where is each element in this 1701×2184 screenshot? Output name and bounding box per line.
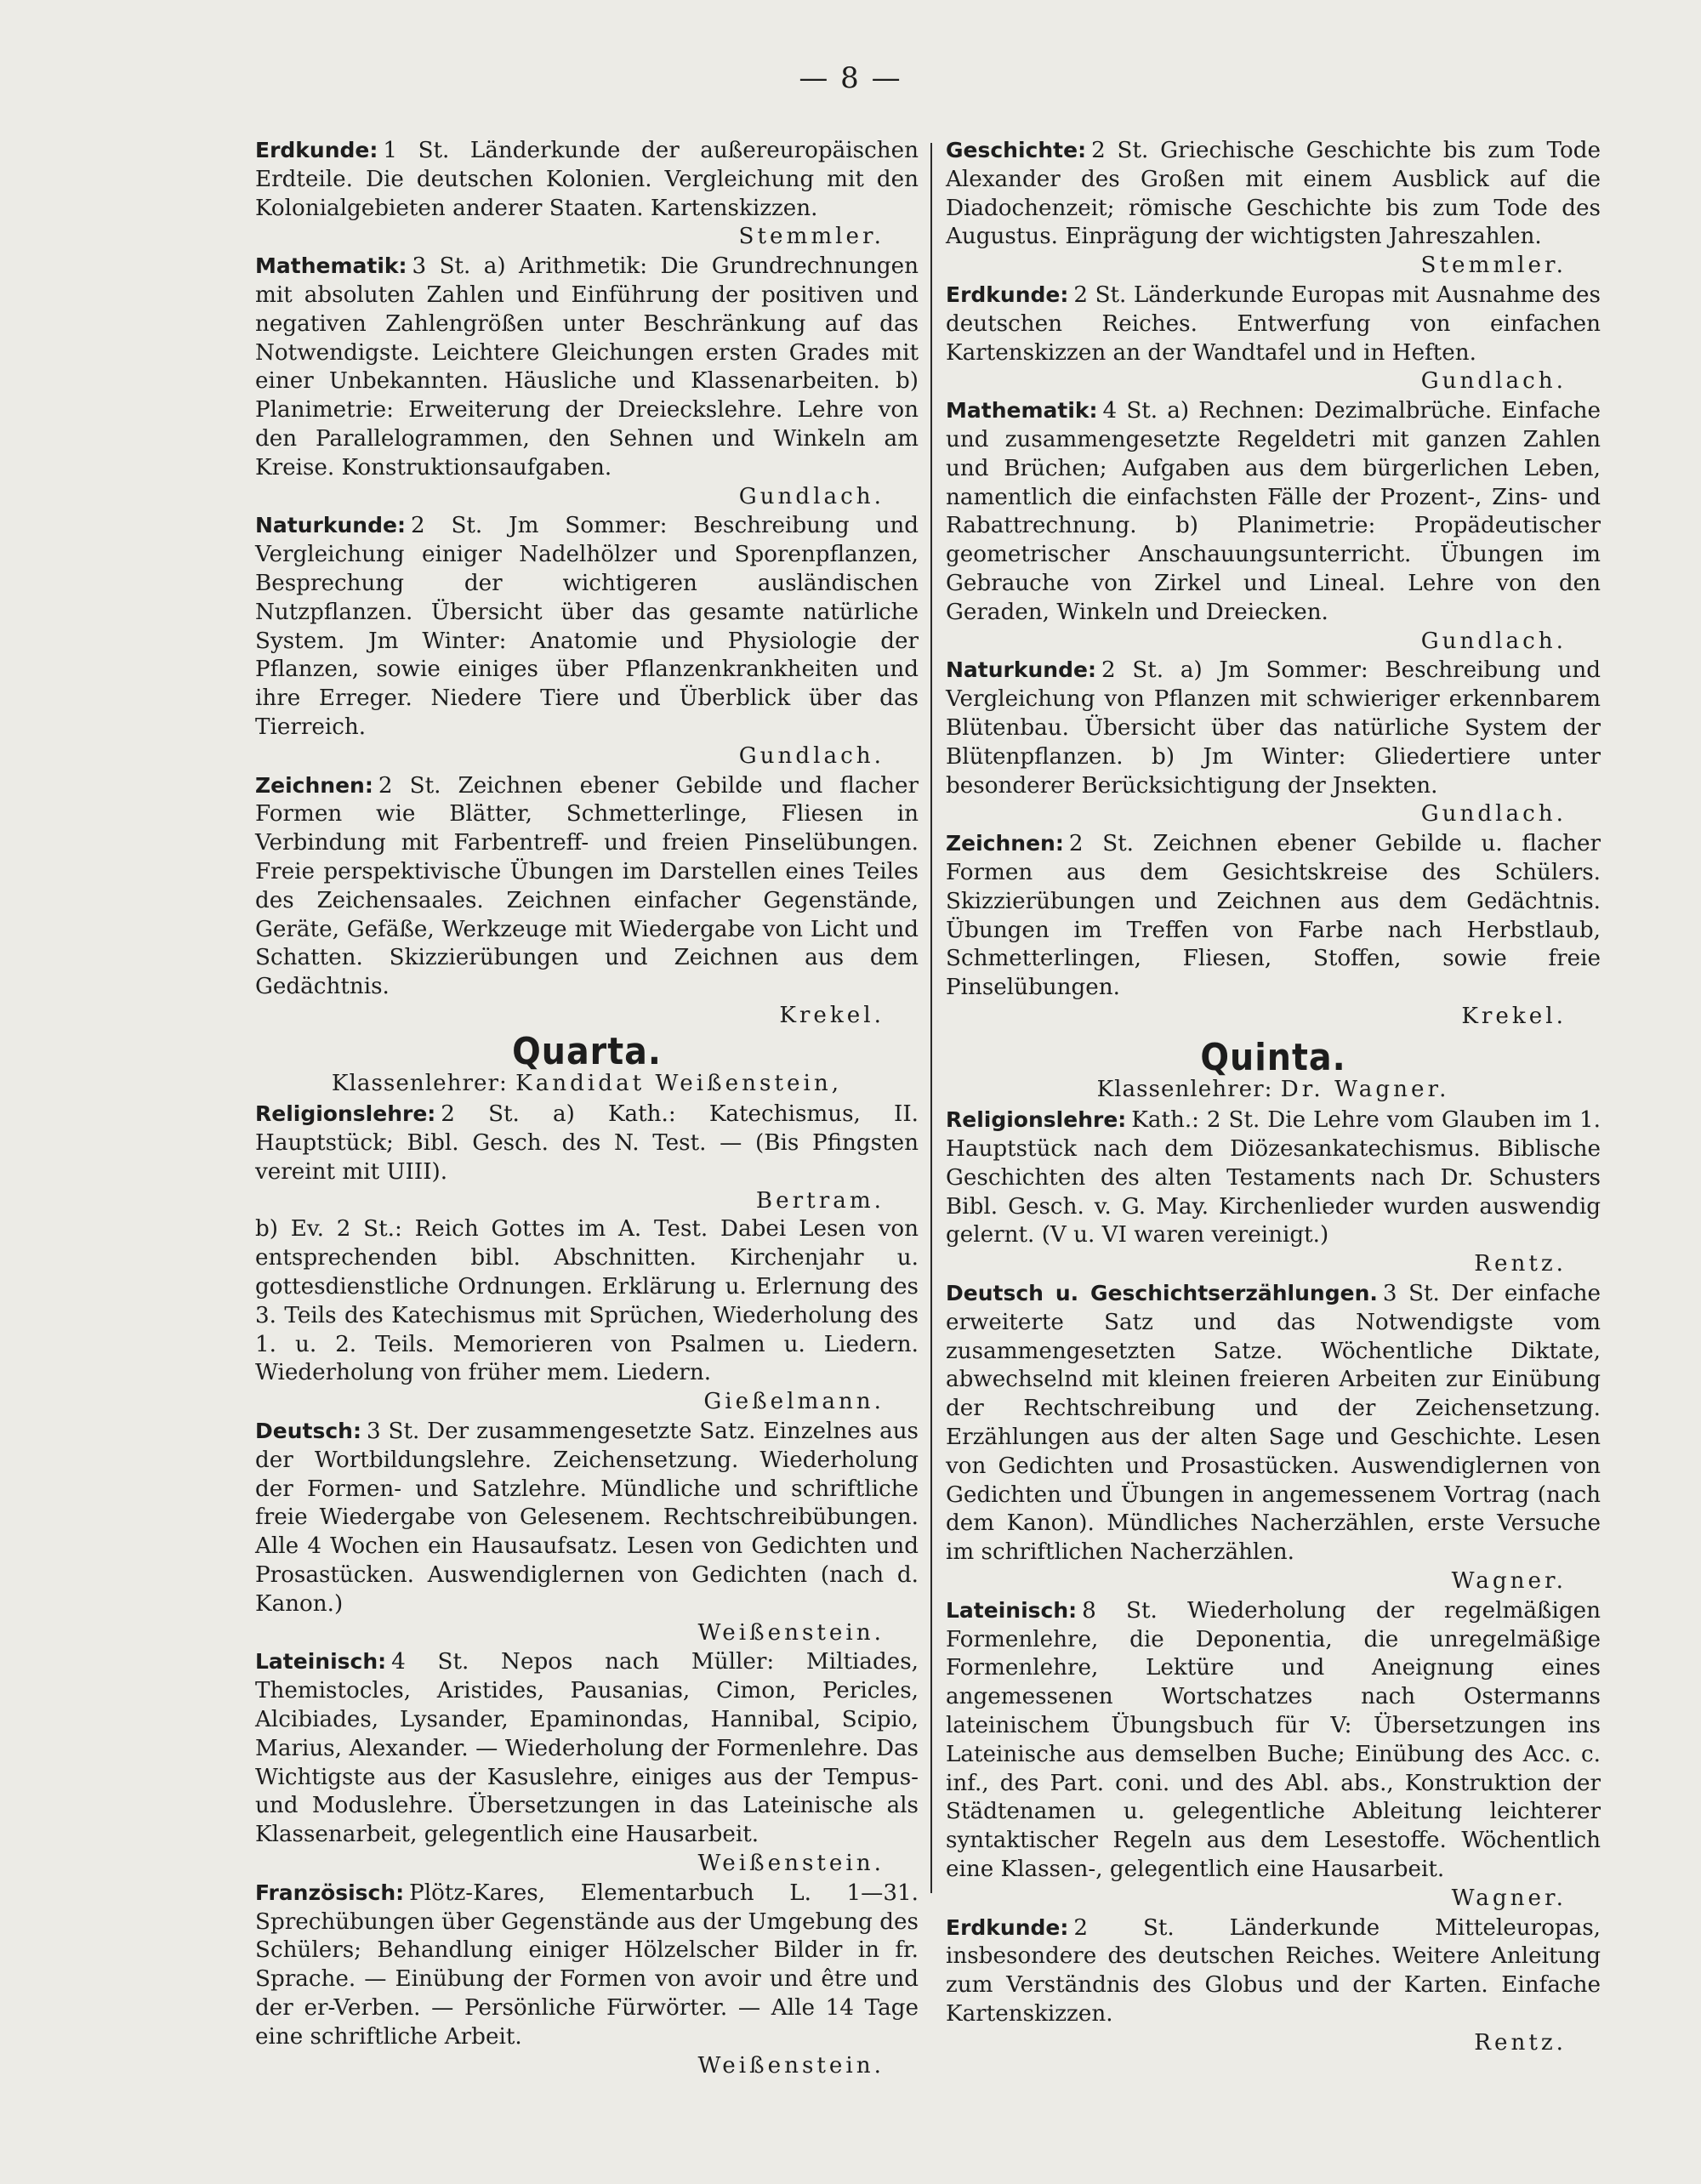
right-entry (946, 136, 1601, 281)
subject-label: Religionslehre: (946, 1107, 1127, 1133)
teacher-name: Krekel. (1461, 1003, 1567, 1029)
subject-label: Deutsch u. Geschichtserzählungen. (946, 1281, 1378, 1306)
teacher-name: Gundlach. (738, 742, 885, 769)
entry-text: Kath.: 2 St. Die Lehre vom Glauben im 1. Hauptstück nach dem Diözesankatechismus. Biblische Geschichten des alten Testaments nach Dr. Schusters Bibl. Gesch. v. G. May. Kirchenlieder wurden auswendig gelernt. (V u. VI waren vereinigt.) (946, 1107, 1601, 1248)
entry-text: 2 St. Griechische Geschichte bis zum Tode Alexander des Großen mit einem Ausblick auf die Diadochenzeit; römische Geschichte bis zum Tode des Augustus. Einprägung der wichtigsten Jahreszahlen. (946, 138, 1601, 250)
teacher-name: Krekel. (779, 1002, 885, 1028)
subject-label: Geschichte: (946, 138, 1087, 162)
class-teacher-name: Kandidat Weißenstein, (515, 1070, 843, 1096)
subject-label: Naturkunde: (946, 657, 1096, 683)
entry-text: 2 St. Zeichnen ebener Gebilde und flacher Formen wie Blätter, Schmetterlinge, Fliesen in Verbindung mit Farbentreff- und freien Pinselübungen. Freie perspektivische Übungen im Darstellen eines Teiles des Zeichensaales. Zeichnen einfacher Gegenstände, Geräte, Gefäße, Werkzeuge mit Wiedergabe von Licht und Schatten. Skizzierübungen und Zeichnen aus dem Gedächtnis. (255, 772, 919, 1000)
class-teacher-line (946, 1076, 1601, 1105)
quarta-entry (255, 1417, 919, 1647)
left-entry (255, 771, 919, 1031)
quarta-entry (255, 1215, 919, 1417)
quinta-entry (946, 1914, 1601, 2058)
teacher-name: Stemmler. (738, 224, 885, 250)
quinta-entry (946, 1596, 1601, 1914)
entry-text: 4 St. a) Rechnen: Dezimalbrüche. Einfache und zusammengesetzte Regeldetri mit ganzen Zahlen und Brüchen; Aufgaben aus dem bürgerlichen Leben, namentlich die einfachsten Fälle der Prozent-, Zins- und Rabattrechnung. b) Planimetrie: Propädeutischer geometrischer Anschauungsunterricht. Übungen im Gebrauche von Zirkel und Lineal. Lehre von den Geraden, Winkeln und Dreiecken. (946, 398, 1601, 625)
entry-text: Plötz-Kares, Elementarbuch L. 1—31. Sprechübungen über Gegenstände aus der Umgebung des Schülers; Behandlung einiger Hölzelscher Bilder in fr. Sprache. — Einübung der Formen von avoir und être und der er-Verben. — Persönliche Fürwörter. — Alle 14 Tage eine schriftliche Arbeit. (255, 1880, 919, 2050)
subject-label: Erdkunde: (946, 282, 1069, 307)
class-teacher-name: Dr. Wagner. (1280, 1076, 1450, 1102)
subject-label: Zeichnen: (255, 772, 373, 798)
class-teacher-label: Klassenlehrer: (331, 1070, 508, 1096)
entry-text: b) Ev. 2 St.: Reich Gottes im A. Test. Dabei Lesen von entsprechenden bibl. Abschnitten. Kirchenjahr u. gottesdienstliche Ordnungen. Erklärung u. Erlernung des 3. Teils des Katechismus mit Sprüchen, Wiederholung des 1. u. 2. Teils. Memorieren von Psalmen u. Liedern. Wiederholung von früher mem. Liedern. (255, 1216, 919, 1386)
subject-label: Mathematik: (255, 253, 407, 279)
subject-label: Naturkunde: (255, 513, 406, 538)
right-entry (946, 829, 1601, 1032)
quarta-entry (255, 1100, 919, 1215)
teacher-name: Gundlach. (738, 483, 885, 509)
subject-label: Französisch: (255, 1880, 405, 1905)
left-entry (255, 252, 919, 511)
quinta-heading: Quinta. (1200, 1035, 1346, 1079)
teacher-name: Gundlach. (1420, 628, 1567, 654)
teacher-name: Wagner. (1451, 1568, 1567, 1595)
subject-label: Erdkunde: (946, 1914, 1069, 1940)
quinta-entry (946, 1106, 1601, 1279)
teacher-name: Weißenstein. (697, 2052, 885, 2079)
entry-text: 2 St. a) Kath.: Katechismus, II. Hauptstück; Bibl. Gesch. des N. Test. — (Bis Pfingsten vereint mit UIII). (255, 1101, 919, 1185)
class-teacher-line (255, 1070, 919, 1099)
right-entry (946, 396, 1601, 656)
entry-text: 4 St. Nepos nach Müller: Miltiades, Themistocles, Aristides, Pausanias, Cimon, Pericles, Alcibiades, Lysander, Epaminondas, Hannibal, Scipio, Marius, Alexander. — Wiederholung der Formenlehre. Das Wichtigste aus der Kasuslehre, einiges aus der Tempus- und Moduslehre. Übersetzungen in das Lateinische als Klassenarbeit, gelegentlich eine Hausarbeit. (255, 1649, 919, 1848)
teacher-name: Weißenstein. (697, 1619, 885, 1646)
teacher-name: Rentz. (1474, 1251, 1567, 1277)
teacher-name: Wagner. (1451, 1885, 1567, 1911)
class-teacher-label: Klassenlehrer: (1096, 1076, 1273, 1102)
right-entry (946, 281, 1601, 396)
teacher-name: Bertram. (755, 1187, 885, 1214)
subject-label: Deutsch: (255, 1419, 361, 1444)
entry-text: 3 St. a) Arithmetik: Die Grundrechnungen mit absoluten Zahlen und Einführung der positiven und negativen Zahlengrößen unter Beschränkung auf das Notwendigste. Leichtere Gleichungen ersten Grades mit einer Unbekannten. Häusliche und Klassenarbeiten. b) Planimetrie: Erweiterung der Dreieckslehre. Lehre von den Parallelogrammen, den Sehnen und Winkeln am Kreise. Konstruktionsaufgaben. (255, 253, 919, 481)
subject-label: Erdkunde: (255, 138, 378, 162)
quarta-entry (255, 1879, 919, 2081)
entry-text: 2 St. Länderkunde Europas mit Ausnahme des deutschen Reiches. Entwerfung von einfachen Kartenskizzen an der Wandtafel und in Heften. (946, 282, 1601, 366)
entry-text: 2 St. Zeichnen ebener Gebilde u. flacher Formen aus dem Gesichtskreise des Schülers. Skizzierübungen und Zeichnen aus dem Gedächtnis. Übungen im Treffen von Farbe nach Herbstlaub, Schmetterlingen, Fliesen, Stoffen, sowie freie Pinselübungen. (946, 831, 1601, 1001)
teacher-name: Stemmler. (1420, 253, 1567, 279)
right-column (946, 136, 1601, 2058)
subject-label: Religionslehre: (255, 1101, 436, 1127)
teacher-name: Gundlach. (1420, 801, 1567, 828)
subject-label: Mathematik: (946, 398, 1098, 424)
entry-text: 2 St. a) Jm Sommer: Beschreibung und Vergleichung von Pflanzen mit schwieriger erkennbarem Blütenbau. Übersicht über das natürliche System der Blütenpflanzen. b) Jm Winter: Gliedertiere unter besonderer Berücksichtigung der Jnsekten. (946, 657, 1601, 799)
subject-label: Zeichnen: (946, 831, 1064, 856)
subject-label: Lateinisch: (255, 1649, 387, 1675)
entry-text: 3 St. Der einfache erweiterte Satz und das Notwendigste vom zusammengesetzten Satze. Wöchentliche Diktate, abwechselnd mit kleinen freieren Arbeiten zur Einübung der Rechtschreibung und der Zeichensetzung. Erzählungen aus der alten Sage und Geschichte. Lesen von Gedichten und Prosastücken. Auswendiglernen von Gedichten und Übungen in angemessenem Vortrag (nach dem Kanon). Mündliches Nacherzählen, erste Versuche im schriftlichen Nacherzählen. (946, 1281, 1601, 1566)
teacher-name: Rentz. (1474, 2029, 1567, 2056)
quinta-entry (946, 1279, 1601, 1596)
left-column (255, 136, 919, 2080)
teacher-name: Weißenstein. (697, 1851, 885, 1877)
page-number: — 8 — (799, 61, 902, 95)
entry-text: 2 St. Länderkunde Mitteleuropas, insbesondere des deutschen Reiches. Weitere Anleitung zum Verständnis des Globus und der Karten. Einfache Kartenskizzen. (946, 1914, 1601, 2027)
left-entry (255, 136, 919, 252)
teacher-name: Gießelmann. (703, 1389, 885, 1415)
column-divider (930, 143, 932, 1893)
entry-text: 3 St. Der zusammengesetzte Satz. Einzelnes aus der Wortbildungslehre. Zeichensetzung. Wiederholung der Formen- und Satzlehre. Mündliche und schriftliche freie Wiedergabe von Gelesenem. Rechtschreibübungen. Alle 4 Wochen ein Hausaufsatz. Lesen von Gedichten und Prosastücken. Auswendiglernen von Gedichten (nach d. Kanon.) (255, 1419, 919, 1617)
entry-text: 8 St. Wiederholung der regelmäßigen Formenlehre, die Deponentia, die unregelmäßige Formenlehre, Lektüre und Aneignung eines angemessenen Wortschatzes nach Ostermanns lateinischem Übungsbuch für V: Übersetzungen ins Lateinische aus demselben Buche; Einübung des Acc. c. inf., des Part. coni. und des Abl. abs., Konstruktion der Städtenamen u. gelegentliche Ableitung leichterer syntaktischer Regeln aus dem Lesestoffe. Wöchentlich eine Klassen-, gelegentlich eine Hausarbeit. (946, 1597, 1601, 1883)
entry-text: 2 St. Jm Sommer: Beschreibung und Vergleichung einiger Nadelhölzer und Sporenpflanzen, Besprechung der wichtigeren ausländischen Nutzpflanzen. Übersicht über das gesamte natürliche System. Jm Winter: Anatomie und Physiologie der Pflanzen, sowie einiges über Pflanzenkrankheiten und ihre Erreger. Niedere Tiere und Überblick über das Tierreich. (255, 513, 919, 740)
right-entry (946, 656, 1601, 829)
teacher-name: Gundlach. (1420, 368, 1567, 395)
left-entry (255, 511, 919, 771)
quarta-heading: Quarta. (512, 1029, 662, 1073)
quarta-entry (255, 1647, 919, 1878)
entry-text: 1 St. Länderkunde der außereuropäischen Erdteile. Die deutschen Kolonien. Vergleichung mit den Kolonialgebieten anderer Staaten. Kartenskizzen. (255, 138, 919, 221)
subject-label: Lateinisch: (946, 1597, 1078, 1623)
